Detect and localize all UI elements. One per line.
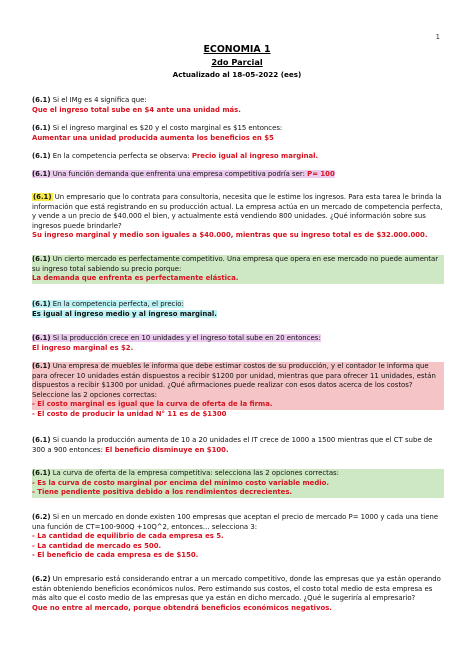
- question-text: Si en un mercado en donde existen 100 empresas que aceptan el precio de mercado P= 1000 y cada una tiene una función de CT=100-900Q +10Q^2, entonces… selecciona 3:: [32, 513, 439, 531]
- page-number: 1: [435, 33, 440, 41]
- question-number: (6.1): [32, 170, 51, 178]
- question-9: [32, 362, 444, 420]
- answer-option-2: - Tiene pendiente positiva debido a los rendimientos decrecientes.: [32, 488, 293, 497]
- answer-option-1: - La cantidad de equilibrio de cada empresa es 5.: [32, 532, 224, 541]
- question-number: (6.1): [32, 96, 51, 104]
- answer-text: El beneficio disminuye en $100.: [105, 445, 229, 454]
- question-10: [32, 436, 444, 455]
- answer-option-2: - La cantidad de mercado es 500.: [32, 541, 162, 550]
- answer-option-1: - Es la curva de costo marginal por encima del mínimo costo variable medio.: [32, 478, 329, 487]
- question-6: [32, 255, 444, 284]
- question-text: Si el IMg es 4 significa que:: [52, 96, 147, 104]
- question-number: (6.1): [32, 362, 51, 370]
- answer-text: Precio igual al ingreso marginal.: [191, 152, 319, 160]
- question-1: [32, 96, 444, 115]
- question-4: [32, 170, 444, 180]
- question-text: Una función demanda que enfrenta una empresa competitiva podría ser:: [52, 170, 305, 178]
- question-text: Un cierto mercado es perfectamente competitivo. Una empresa que opera en ese mercado no puede aumentar su ingreso total sabiendo su precio porque:: [32, 255, 439, 273]
- answer-text: La demanda que enfrenta es perfectamente elástica.: [32, 274, 239, 283]
- question-text: Si cuando la producción aumenta de 10 a 20 unidades el IT crece de 1000 a 1500 mientras que el CT sube de 300 a 900 entonces:: [32, 436, 433, 454]
- question-text: La curva de oferta de la empresa competitiva: selecciona las 2 opciones correctas:: [52, 469, 339, 477]
- document-subtitle: 2do Parcial: [211, 57, 263, 67]
- answer-text: P= 100: [307, 170, 335, 178]
- question-number: (6.1): [33, 193, 52, 201]
- answer-option-2: - El costo de producir la unidad N° 11 es de $1300: [32, 409, 227, 418]
- question-13: [32, 575, 444, 613]
- answer-text: El ingreso marginal es $2.: [32, 343, 134, 352]
- answer-option-1: - El costo marginal es igual que la curva de oferta de la firma.: [32, 400, 273, 409]
- question-text: Si el ingreso marginal es $20 y el costo marginal es $15 entonces:: [52, 124, 283, 132]
- answer-text: Aumentar una unidad producida aumenta los beneficios en $5: [32, 133, 274, 142]
- question-number: (6.1): [32, 334, 51, 342]
- question-5: [32, 193, 444, 241]
- question-number: (6.1): [32, 124, 51, 132]
- document-header: [0, 44, 474, 79]
- question-number: (6.1): [32, 436, 51, 444]
- question-2: [32, 124, 444, 143]
- question-number: (6.2): [32, 575, 51, 583]
- question-text: Un empresario que lo contrata para consultoria, necesita que le estime los ingresos. Para esta tarea le brinda la información que está registrando en su producción actual. La empresa actúa en un mercado de competencia perfecta, y vende a un precio de $40.000 el bien, y actualmente está vendiendo 800 unidades. ¿Qué información sobre sus ingresos puede brindarle?: [32, 193, 443, 230]
- question-text: Una empresa de muebles le informa que debe estimar costos de su producción, y el contador le informa que para ofrecer 10 unidades están dispuestos a recibir $1200 por unidad, mientras que para ofrecer 11 unidades, están dispuestos a recibir $1300 por unidad. ¿Qué afirmaciones puede realizar con esos datos acerca de los costos? Seleccione las 2 opciones correctas:: [32, 362, 436, 399]
- updated-date: Actualizado al 18-05-2022 (ees): [172, 70, 302, 79]
- question-number: (6.2): [32, 513, 51, 521]
- answer-text: Que el ingreso total sube en $4 ante una unidad más.: [32, 105, 241, 114]
- question-text: En la competencia perfecta se observa:: [52, 152, 190, 160]
- question-number: (6.1): [32, 469, 51, 477]
- answer-option-3: - El beneficio de cada empresa es de $150.: [32, 551, 199, 560]
- question-number: (6.1): [32, 152, 51, 160]
- document-title: ECONOMIA 1: [203, 44, 271, 55]
- answer-text: Es igual al ingreso medio y al ingreso marginal.: [32, 309, 217, 318]
- question-3: [32, 152, 444, 162]
- question-number: (6.1): [32, 255, 51, 263]
- question-text: En la competencia perfecta, el precio:: [52, 300, 184, 308]
- answer-text: Que no entre al mercado, porque obtendrá beneficios económicos negativos.: [32, 603, 332, 612]
- question-number: (6.1): [32, 300, 51, 308]
- answer-text: Su ingreso marginal y medio son iguales a $40.000, mientras que su ingreso total es de $32.000.000.: [32, 231, 428, 240]
- question-text: Un empresario está considerando entrar a un mercado competitivo, donde las empresas que ya están operando están obteniendo beneficios económicos nulos. Pero estimando sus costos, el costo total medio de esta empresa es más alto que el costo medio de las empresas que ya están en dicho mercado. ¿Qué le sugeriría al empresario?: [32, 575, 441, 603]
- question-8: [32, 334, 444, 353]
- question-7: [32, 300, 444, 319]
- question-text: Si la producción crece en 10 unidades y el ingreso total sube en 20 entonces:: [52, 334, 321, 342]
- question-12: [32, 513, 444, 561]
- question-11: [32, 469, 444, 498]
